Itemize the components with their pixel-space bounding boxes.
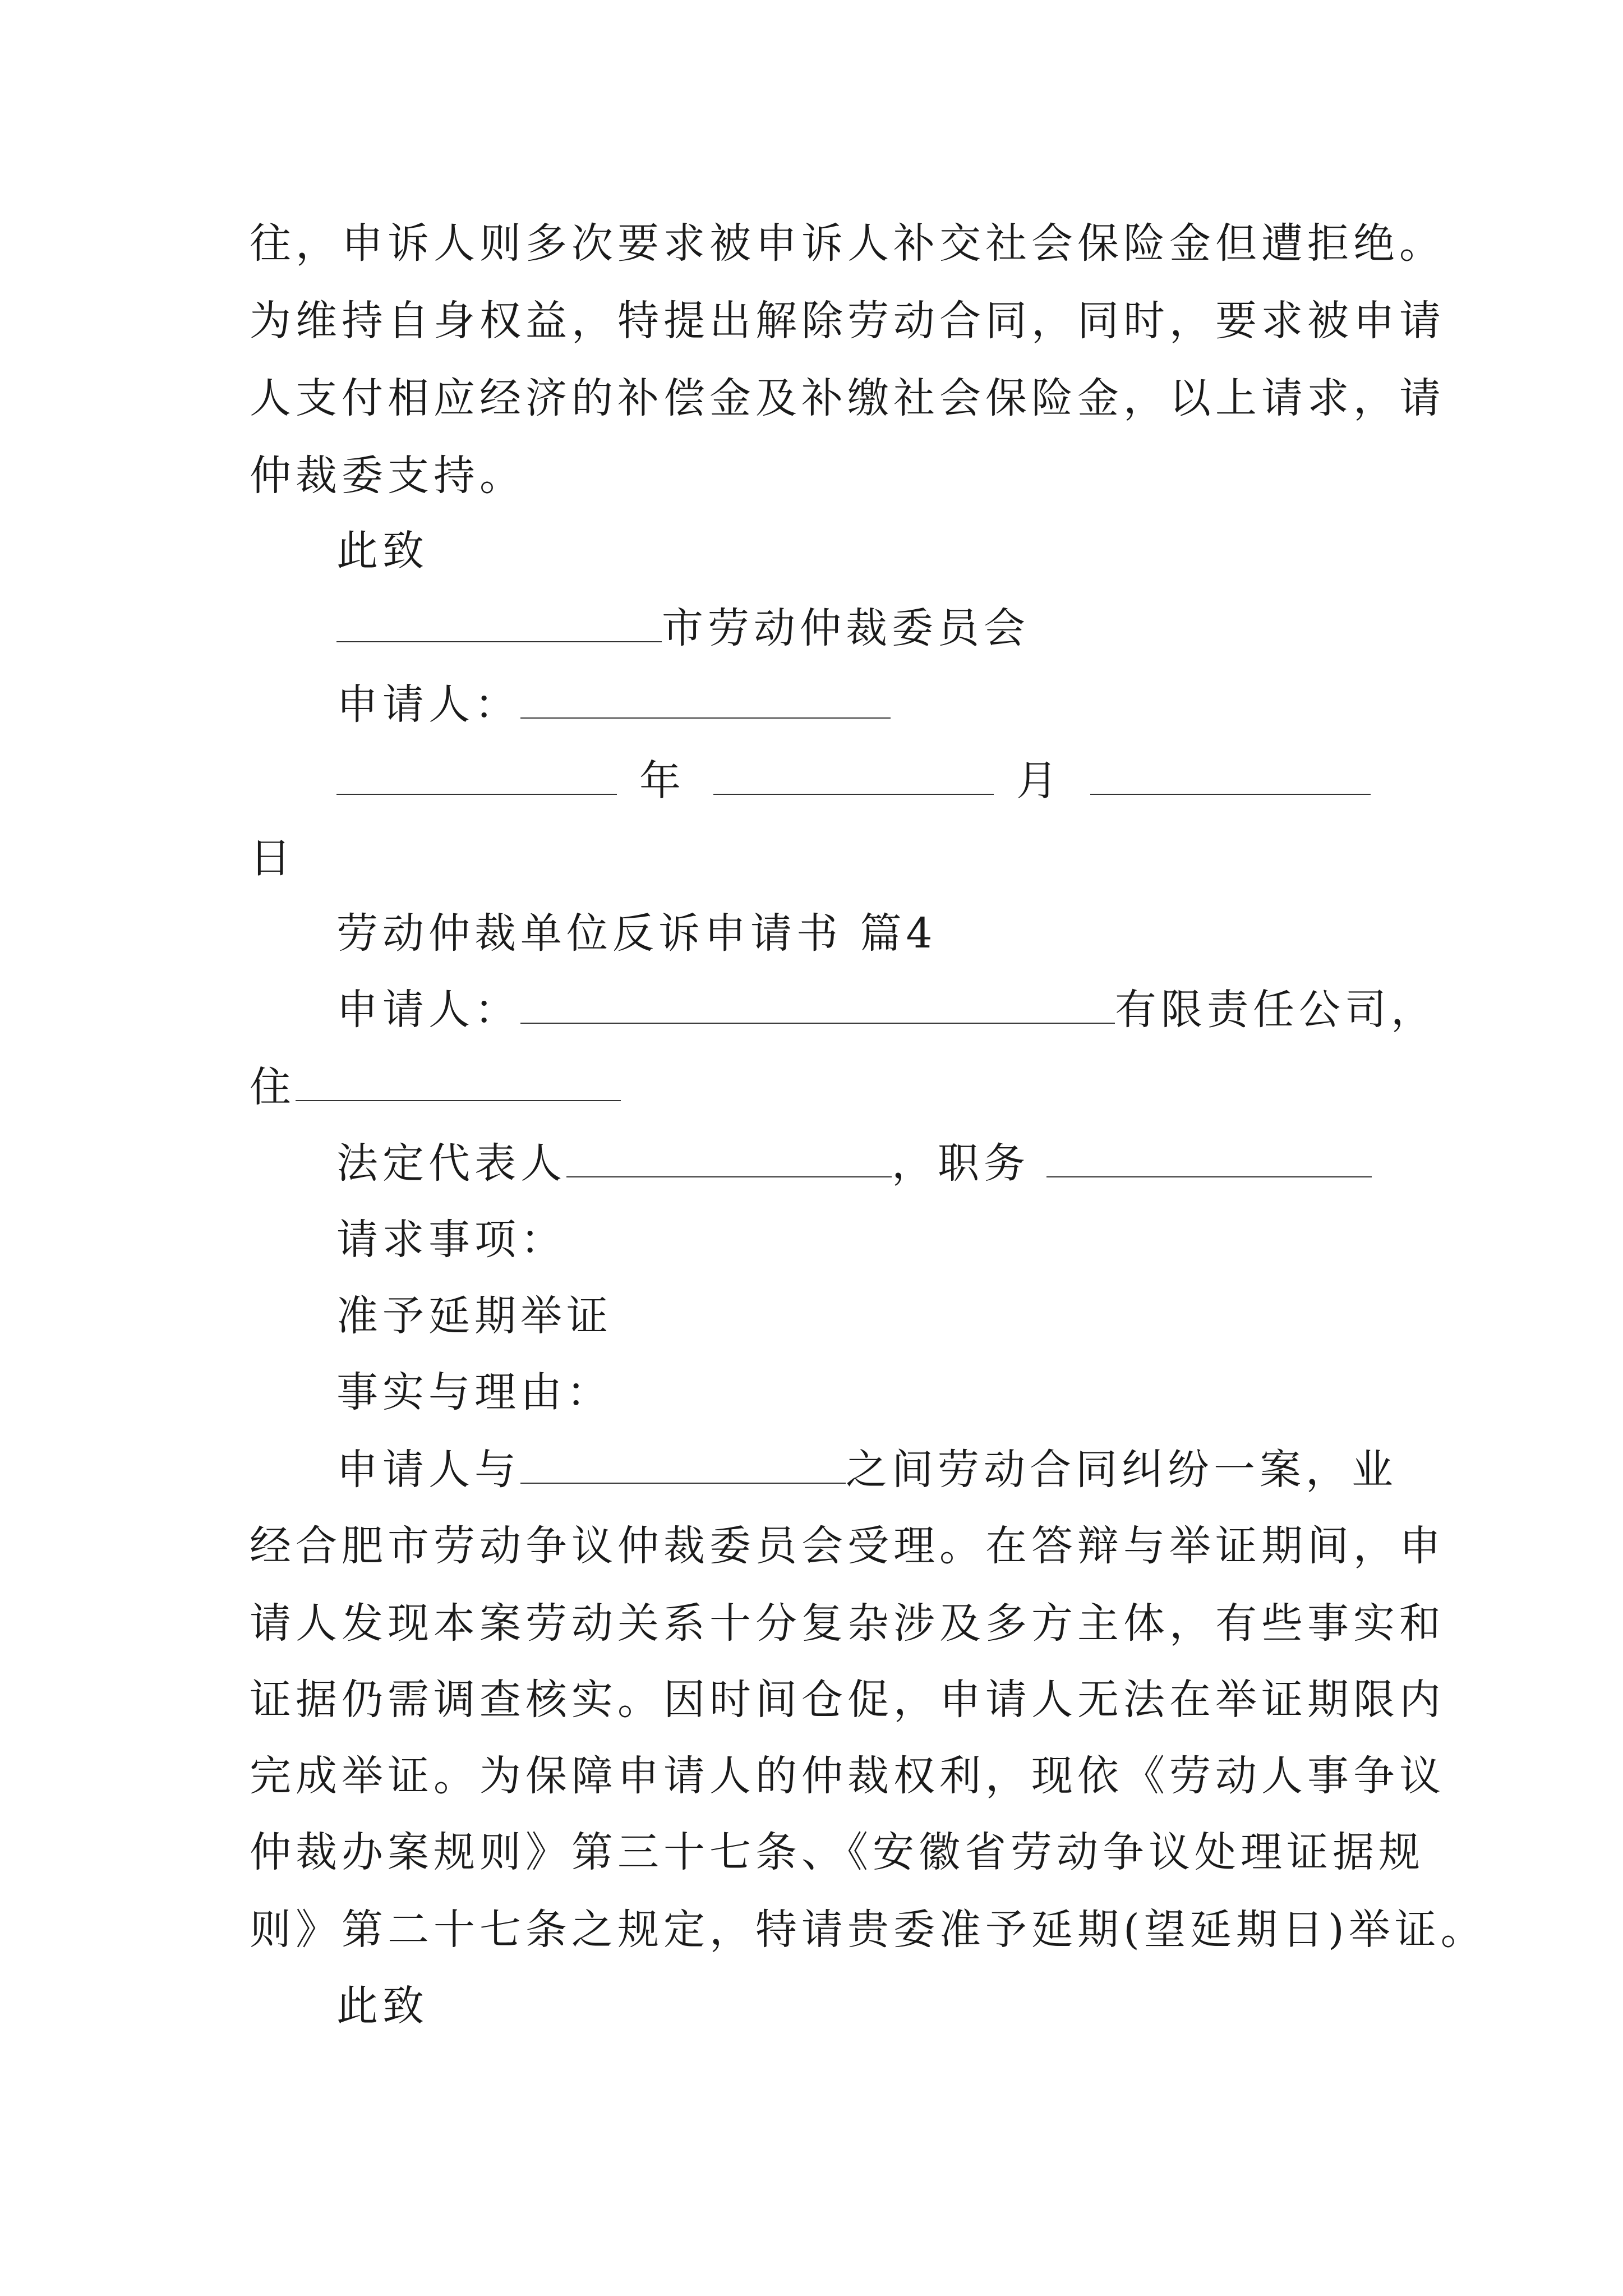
company-suffix: 有限责任公司，: [1115, 986, 1437, 1034]
fill-in-blank: [566, 1142, 892, 1177]
paragraph-line: 仲裁办案规则》第三十七条、《安徽省劳动争议处理证据规: [250, 1828, 1424, 1876]
month-label: 月: [1016, 757, 1062, 805]
fill-in-blank: [296, 1065, 621, 1101]
paragraph-line: 仲裁委支持。: [250, 452, 525, 500]
address-label: 住: [250, 1063, 296, 1111]
heading-claims: 请求事项：: [336, 1216, 566, 1264]
fill-in-blank: [336, 759, 617, 795]
legal-rep-line: [336, 1135, 1372, 1191]
fill-in-blank: [713, 759, 994, 795]
address-line: [250, 1059, 621, 1115]
salutation: 此致: [336, 527, 428, 575]
paragraph-line: 完成举证。为保障申请人的仲裁权利，现依《劳动人事争议: [250, 1752, 1445, 1800]
paragraph-line: 经合肥市劳动争议仲裁委员会受理。在答辩与举证期间，申: [250, 1522, 1445, 1570]
fill-in-blank: [520, 1448, 846, 1484]
applicant-label: 申请人：: [336, 986, 520, 1034]
salutation: 此致: [336, 1982, 428, 2030]
applicant-company-line: [336, 982, 1437, 1038]
applicant-line: [336, 677, 891, 733]
heading-facts: 事实与理由：: [336, 1368, 612, 1416]
date-line: [336, 753, 1371, 809]
position-label: ，职务: [892, 1139, 1030, 1188]
legal-rep-label: 法定代表人: [336, 1139, 566, 1188]
fill-in-blank: [520, 988, 1115, 1024]
fill-in-blank: [1090, 759, 1371, 795]
facts-first-line: [336, 1442, 1398, 1498]
day-label: 日: [250, 834, 296, 882]
paragraph-line: 为维持自身权益，特提出解除劳动合同，同时，要求被申请: [250, 297, 1445, 345]
paragraph-line: 则》第二十七条之规定，特请贵委准予延期(望延期日)举证。: [250, 1906, 1487, 1954]
recipient-text: 市劳动仲裁委员会: [662, 604, 1030, 652]
recipient-line: [336, 600, 1030, 656]
year-label: 年: [639, 757, 685, 805]
facts-text: 申请人与: [336, 1446, 520, 1494]
applicant-label: 申请人：: [336, 680, 520, 729]
fill-in-blank: [1046, 1142, 1372, 1177]
section-title: 劳动仲裁单位反诉申请书 篇4: [336, 909, 937, 958]
claim-item: 准予延期举证: [336, 1292, 612, 1340]
paragraph-line: 往，申诉人则多次要求被申诉人补交社会保险金但遭拒绝。: [250, 219, 1445, 268]
paragraph-line: 请人发现本案劳动关系十分复杂涉及多方主体，有些事实和: [250, 1599, 1445, 1648]
facts-text: 之间劳动合同纠纷一案，业: [846, 1446, 1398, 1494]
fill-in-blank: [336, 606, 662, 642]
paragraph-line: 人支付相应经济的补偿金及补缴社会保险金，以上请求，请: [250, 374, 1445, 422]
fill-in-blank: [520, 683, 891, 719]
paragraph-line: 证据仍需调查核实。因时间仓促，申请人无法在举证期限内: [250, 1676, 1445, 1724]
